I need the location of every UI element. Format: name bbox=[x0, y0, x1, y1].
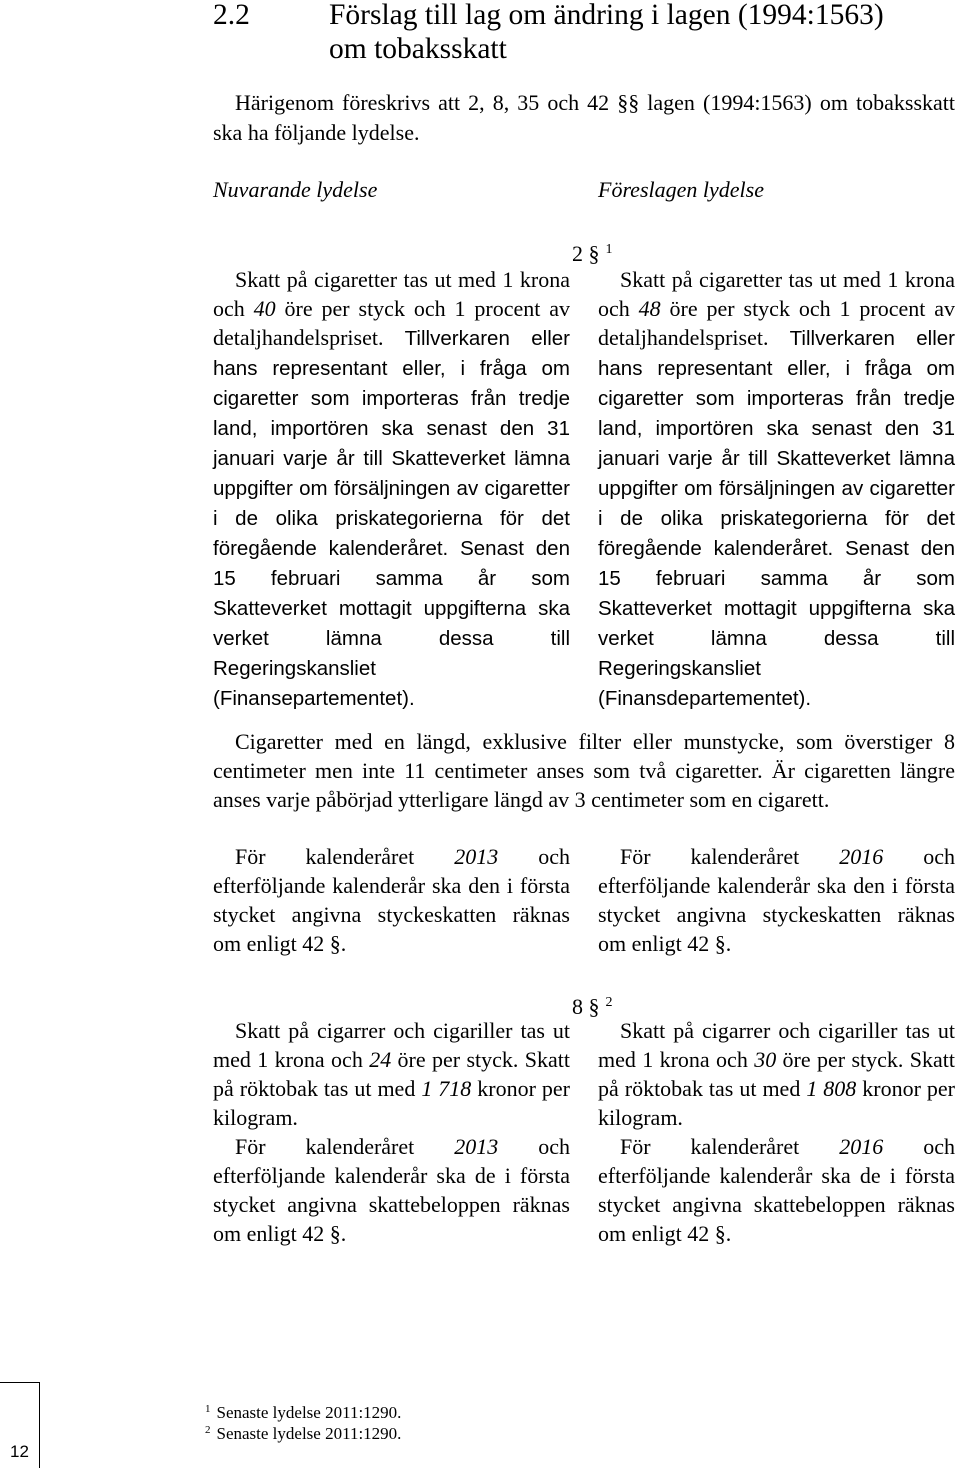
paragraph-2-proposed bbox=[598, 265, 955, 713]
page-number-box bbox=[0, 1382, 40, 1468]
text-run: För kalenderåret bbox=[620, 844, 840, 869]
paragraph-2-proposed-p1 bbox=[598, 265, 955, 713]
text-run: och efterföljande kalenderår ska den i första stycket angivna styckeskatten räknas om enligt 42 §. bbox=[213, 844, 571, 956]
footnote-1 bbox=[205, 1400, 401, 1422]
text-run: och efterföljande kalenderår ska de i första stycket angivna skattebeloppen räknas om enligt 42 §. bbox=[598, 1134, 956, 1246]
section-title bbox=[329, 0, 884, 66]
text-run: öre per styck. Skatt på röktobak tas ut med bbox=[213, 1047, 570, 1101]
amended-value: 2016 bbox=[839, 1134, 884, 1159]
footnote-marker: 2 bbox=[205, 1424, 211, 1436]
text-run: kronor per kilogram. bbox=[598, 1076, 956, 1130]
text-run: öre per styck och 1 procent av detaljhandelspriset. bbox=[213, 296, 570, 350]
footnote-text: Senaste lydelse 2011:1290. bbox=[216, 1424, 402, 1443]
paragraph-2-shared-text: Cigaretter med en längd, exklusive filter eller munstycke, som överstiger 8 centimeter men inte 11 centimeter anses som två cigaretter. Är cigaretten längre anses varje påbörjad ytterligare längd av 3 centimeter som en cigarett. bbox=[213, 729, 955, 812]
paragraph-2-current bbox=[213, 265, 570, 713]
paragraph-8-label: 8 § bbox=[572, 994, 600, 1019]
paragraph-2-proposed-p3 bbox=[598, 842, 955, 958]
paragraph-2-current-p1 bbox=[213, 265, 570, 713]
paragraph-8-current-p1 bbox=[213, 1016, 570, 1132]
footnote-marker: 1 bbox=[205, 1403, 211, 1415]
footnote-text: Senaste lydelse 2011:1290. bbox=[216, 1403, 402, 1422]
paragraph-8-current-p2 bbox=[213, 1132, 570, 1248]
text-run: Skatt på cigarrer och cigariller tas ut med 1 krona och bbox=[213, 1018, 570, 1072]
text-run: Skatt på cigaretter tas ut med 1 krona och bbox=[213, 267, 570, 321]
amended-value: 2016 bbox=[839, 844, 884, 869]
paragraph-2-number bbox=[572, 235, 613, 269]
text-run: För kalenderåret bbox=[235, 844, 455, 869]
amended-value: 30 bbox=[754, 1047, 777, 1072]
footnote-ref-1: 1 bbox=[605, 242, 613, 257]
amended-value: 24 bbox=[369, 1047, 392, 1072]
footnote-ref-2: 2 bbox=[605, 995, 613, 1010]
intro-text: Härigenom föreskrivs att 2, 8, 35 och 42 §§ lagen (1994:1563) om tobaksskatt ska ha följande lydelse. bbox=[213, 90, 955, 145]
paragraph-2-current-p3-text bbox=[213, 842, 570, 958]
paragraph-2-current-p3 bbox=[213, 842, 570, 958]
paragraph-2-shared bbox=[213, 727, 955, 814]
text-run: För kalenderåret bbox=[620, 1134, 840, 1159]
amended-value: 48 bbox=[638, 296, 661, 321]
paragraph-8-proposed-p2 bbox=[598, 1132, 955, 1248]
amended-value: 1 718 bbox=[421, 1076, 472, 1101]
text-run: Skatt på cigaretter tas ut med 1 krona och bbox=[598, 267, 955, 321]
amended-value: 40 bbox=[253, 296, 276, 321]
paragraph-8-proposed bbox=[598, 1016, 955, 1248]
section-title-line2: om tobaksskatt bbox=[329, 33, 507, 65]
text-run: öre per styck. Skatt på röktobak tas ut med bbox=[598, 1047, 955, 1101]
heading-current: Nuvarande lydelse bbox=[213, 177, 378, 202]
text-run: och efterföljande kalenderår ska den i första stycket angivna styckeskatten räknas om enligt 42 §. bbox=[598, 844, 956, 956]
text-run: Skatt på cigarrer och cigariller tas ut med 1 krona och bbox=[598, 1018, 955, 1072]
page-number: 12 bbox=[10, 1442, 29, 1461]
footnote-2 bbox=[205, 1421, 401, 1443]
section-number: 2.2 bbox=[213, 0, 250, 31]
paragraph-2-label: 2 § bbox=[572, 241, 600, 266]
heading-proposed: Föreslagen lydelse bbox=[598, 177, 764, 202]
text-run: För kalenderåret bbox=[235, 1134, 455, 1159]
text-run: och efterföljande kalenderår ska de i första stycket angivna skattebeloppen räknas om enligt 42 §. bbox=[213, 1134, 571, 1246]
amended-value: 2013 bbox=[454, 844, 499, 869]
text-run: kronor per kilogram. bbox=[213, 1076, 571, 1130]
text-run-sans: Tillverkaren eller hans representant eller, i fråga om cigaretter som importeras från tredje land, importören ska senast den 31 januari varje år till Skatteverket lämna uppgifter om försäljningen av cigaretter i de olika priskategorierna för det föregående kalenderåret. Senast den 15 februari samma år som Skatteverket mottagit uppgifterna ska verket lämna dessa till Regeringskansliet (Finansepartementet). bbox=[213, 327, 570, 710]
text-run: öre per styck och 1 procent av detaljhandelspriset. bbox=[598, 296, 955, 350]
text-run-sans: Tillverkaren eller hans representant eller, i fråga om cigaretter som importeras från tredje land, importören ska senast den 31 januari varje år till Skatteverket lämna uppgifter om försäljningen av cigaretter i de olika priskategorierna för det föregående kalenderåret. Senast den 15 februari samma år som Skatteverket mottagit uppgifterna ska verket lämna dessa till Regeringskansliet (Finansdepartementet). bbox=[598, 327, 955, 710]
amended-value: 2013 bbox=[454, 1134, 499, 1159]
paragraph-2-proposed-p3-text bbox=[598, 842, 955, 958]
amended-value: 1 808 bbox=[806, 1076, 857, 1101]
section-title-line1: Förslag till lag om ändring i lagen (1994:1563) bbox=[329, 0, 884, 31]
paragraph-8-proposed-p1 bbox=[598, 1016, 955, 1132]
paragraph-8-current bbox=[213, 1016, 570, 1248]
